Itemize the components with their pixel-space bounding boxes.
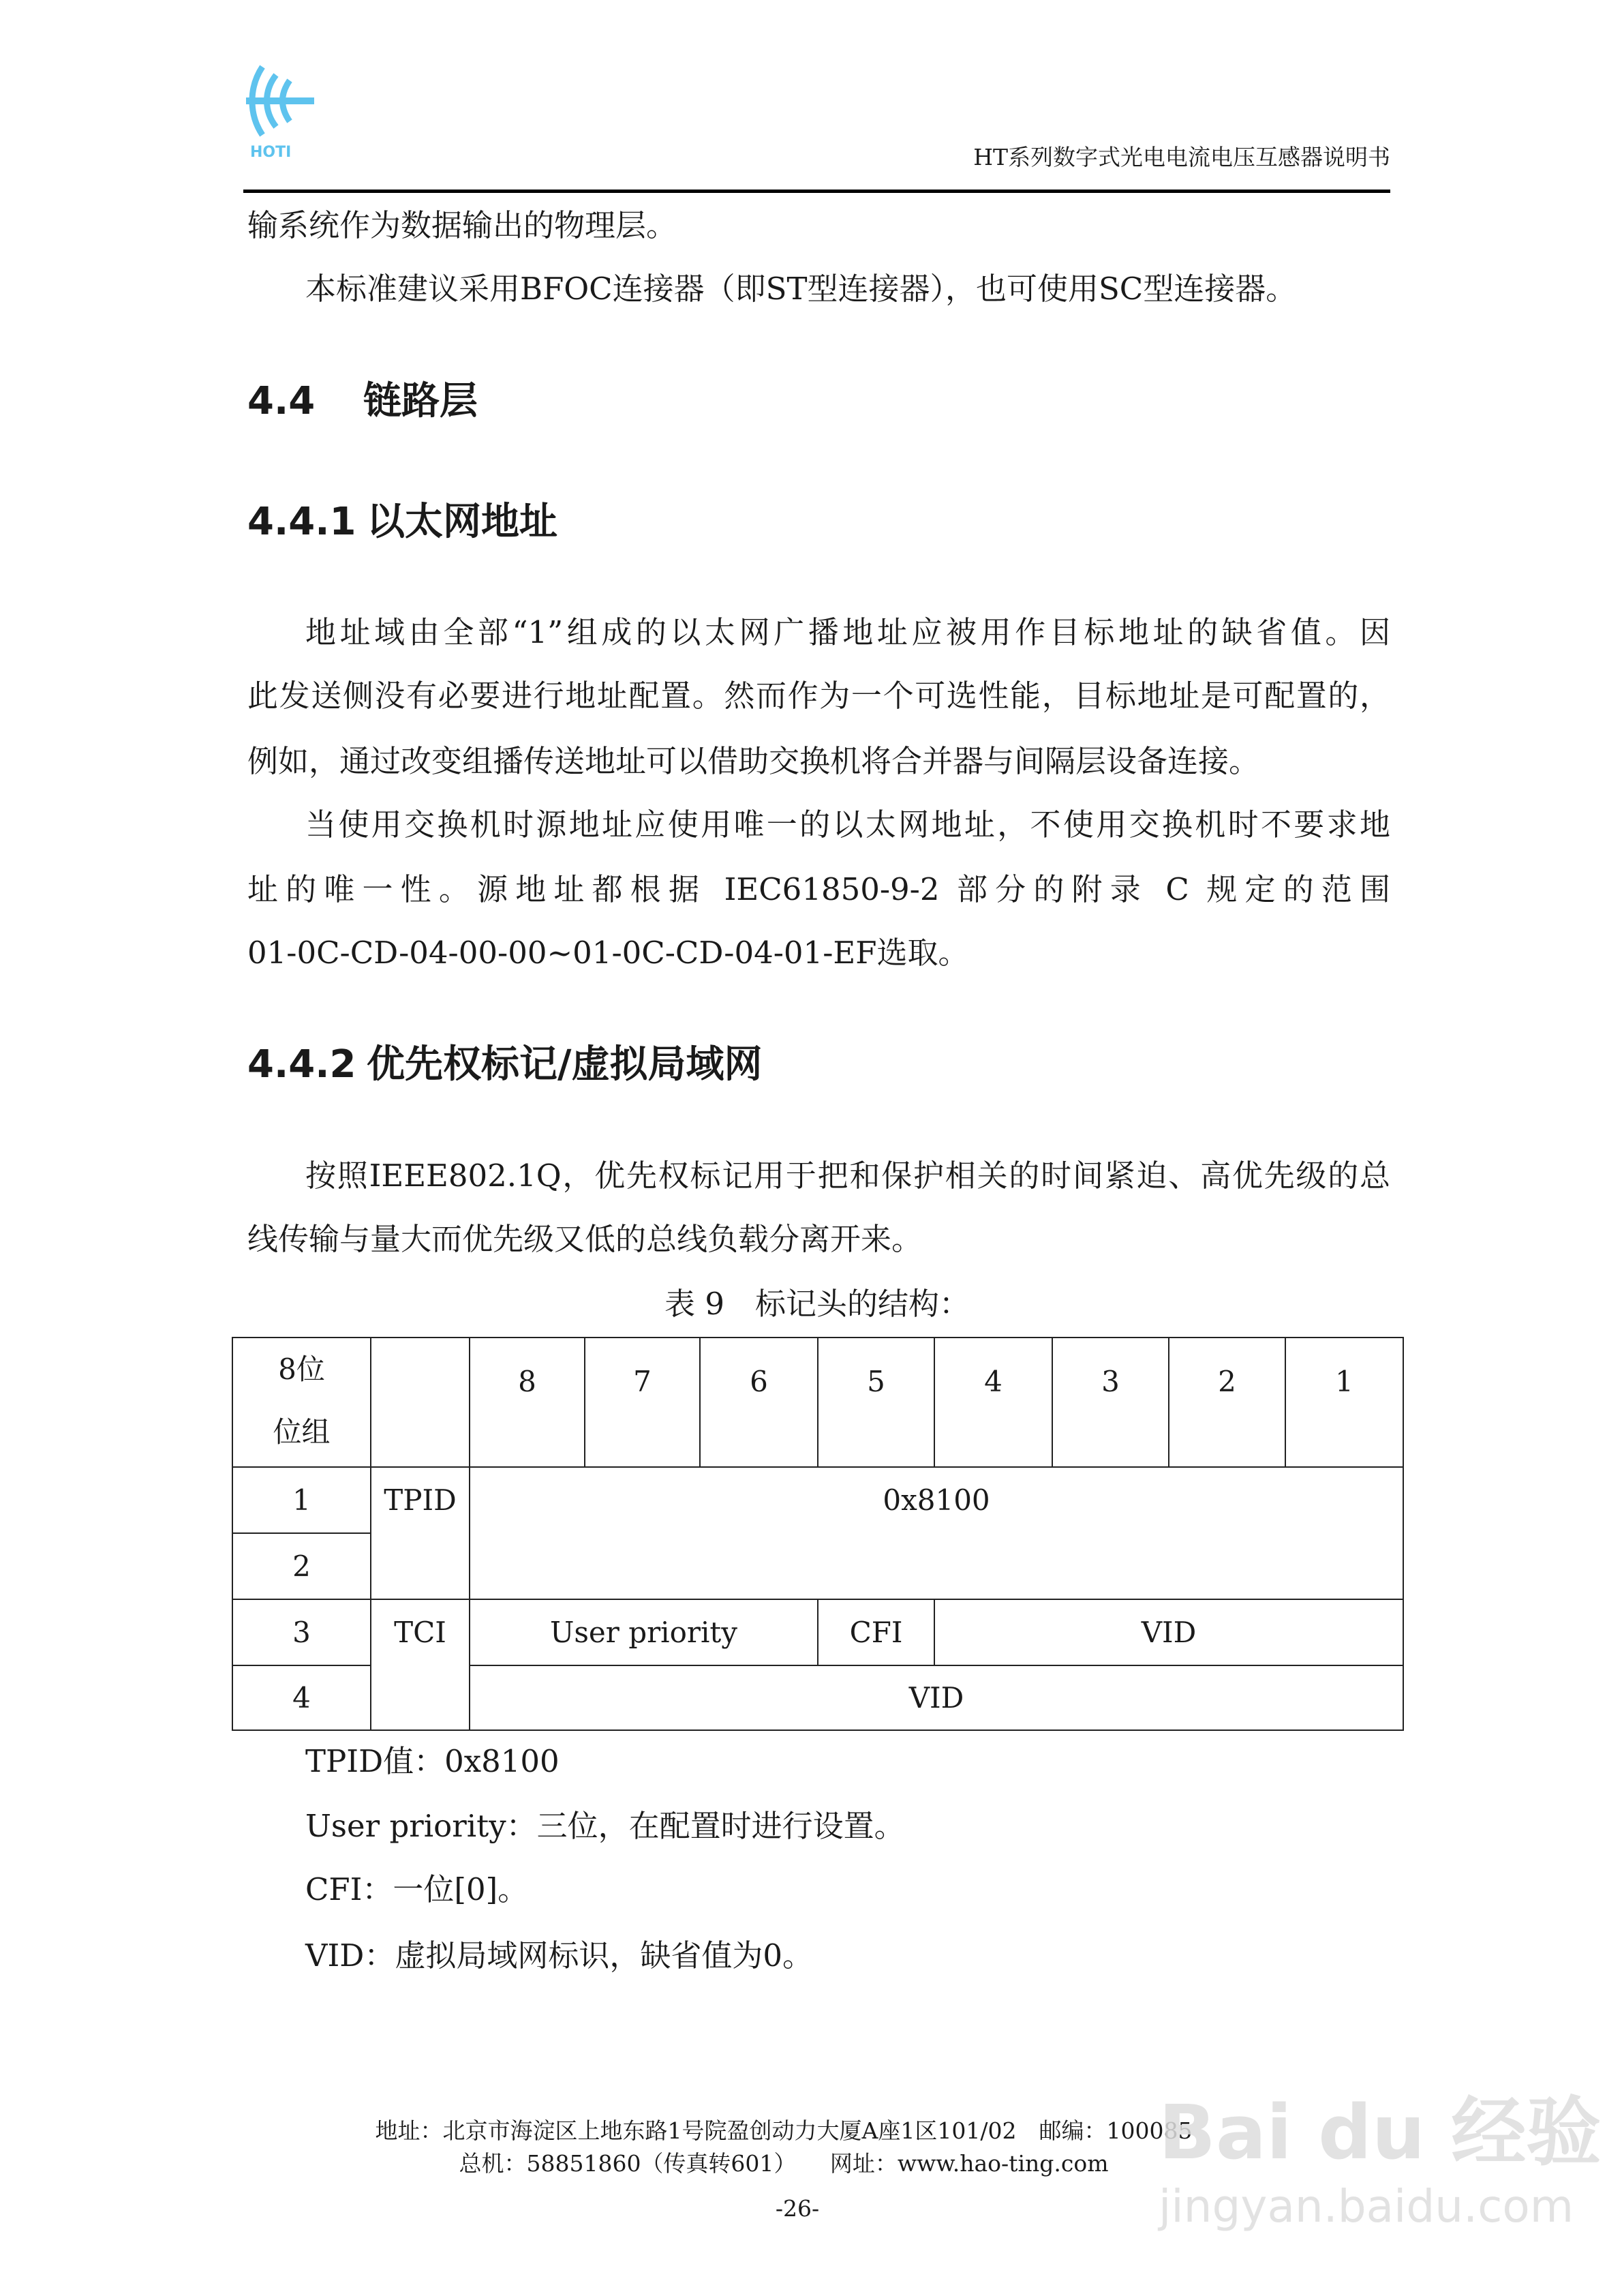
paragraph-line: 地址域由全部“1”组成的以太网广播地址应被用作目标地址的缺省值。因 (305, 614, 1390, 650)
watermark-brand: Bai du 经验 (1159, 2089, 1602, 2176)
octet-cell: 2 (232, 1533, 371, 1599)
table-caption: 表 9 标记头的结构： (664, 1286, 970, 1322)
paragraph-line: 本标准建议采用BFOC连接器（即ST型连接器），也可使用SC型连接器。 (305, 271, 1297, 307)
paragraph-line: 例如，通过改变组播传送地址可以借助交换机将合并器与间隔层设备连接。 (247, 743, 1260, 779)
tpid-value: 0x8100 (470, 1467, 1403, 1599)
hoti-logo (243, 60, 332, 162)
heading-title: 优先权标记/虚拟局域网 (367, 1042, 763, 1087)
footer-contact: 总机：58851860（传真转601） 网址：www.hao-ting.com (459, 2150, 1109, 2177)
note-line: TPID值：0x8100 (305, 1743, 560, 1779)
svg-text:HOTI: HOTI (250, 144, 292, 161)
footer-address: 地址：北京市海淀区上地东路1号院盈创动力大厦A座1区101/02 邮编：100085 (375, 2117, 1193, 2144)
paragraph-line: 按照IEEE802.1Q，优先权标记用于把和保护相关的时间紧迫、高优先级的总 (305, 1158, 1390, 1194)
heading-number: 4.4.1 (247, 500, 356, 544)
section-heading-4-4-1 (247, 495, 1390, 549)
paragraph-line: 当使用交换机时源地址应使用唯一的以太网地址，不使用交换机时不要求地 (305, 806, 1390, 843)
tci-label: TCI (371, 1599, 470, 1730)
bit-header: 3 (1052, 1338, 1169, 1467)
paragraph-line: 输系统作为数据输出的物理层。 (247, 207, 677, 243)
note-line: VID：虚拟局域网标识，缺省值为0。 (305, 1937, 813, 1974)
section-heading-4-4-2 (247, 1038, 1390, 1092)
note-line: CFI：一位[0]。 (305, 1871, 529, 1907)
octet-cell: 3 (232, 1599, 371, 1665)
page-number: -26- (775, 2195, 820, 2222)
vid-field-continued: VID (470, 1665, 1403, 1730)
user-priority-field: User priority (470, 1599, 818, 1665)
bit-header: 2 (1169, 1338, 1285, 1467)
header-divider (243, 190, 1390, 193)
paragraph-line: 01-0C-CD-04-00-00~01-0C-CD-04-01-EF选取。 (247, 935, 969, 971)
bit-header: 1 (1285, 1338, 1403, 1467)
heading-title: 以太网地址 (367, 500, 557, 544)
note-line: User priority：三位，在配置时进行设置。 (305, 1808, 905, 1844)
document-title: HT系列数字式光电电流电压互感器说明书 (973, 144, 1390, 170)
bit-header: 4 (934, 1338, 1052, 1467)
header-text: 位组 (273, 1415, 331, 1449)
header-text: 8位 (278, 1353, 325, 1386)
paragraph-line: 此发送侧没有必要进行地址配置。然而作为一个可选性能，目标地址是可配置的， (247, 678, 1390, 714)
cfi-field: CFI (818, 1599, 934, 1665)
vid-field: VID (934, 1599, 1403, 1665)
bit-header: 5 (818, 1338, 934, 1467)
bit-header: 8 (470, 1338, 585, 1467)
baidu-watermark (1159, 2072, 1601, 2233)
paragraph-line: 址的唯一性。源地址都根据 IEC61850-9-2 部分的附录 C 规定的范围 (247, 871, 1390, 907)
octet-cell: 4 (232, 1665, 371, 1730)
empty-cell (371, 1338, 470, 1467)
section-heading-4-4 (247, 374, 1390, 429)
watermark-url: jingyan.baidu.com (1159, 2180, 1574, 2233)
octet-cell: 1 (232, 1467, 371, 1533)
heading-title: 链路层 (363, 379, 478, 423)
tag-header-table (232, 1337, 1404, 1731)
header-octet-cell (232, 1338, 371, 1467)
tpid-label: TPID (371, 1467, 470, 1599)
heading-number: 4.4.2 (247, 1042, 356, 1087)
bit-header: 6 (700, 1338, 818, 1467)
bit-header: 7 (585, 1338, 700, 1467)
paragraph-line: 线传输与量大而优先级又低的总线负载分离开来。 (247, 1221, 923, 1257)
heading-number: 4.4 (247, 379, 316, 423)
